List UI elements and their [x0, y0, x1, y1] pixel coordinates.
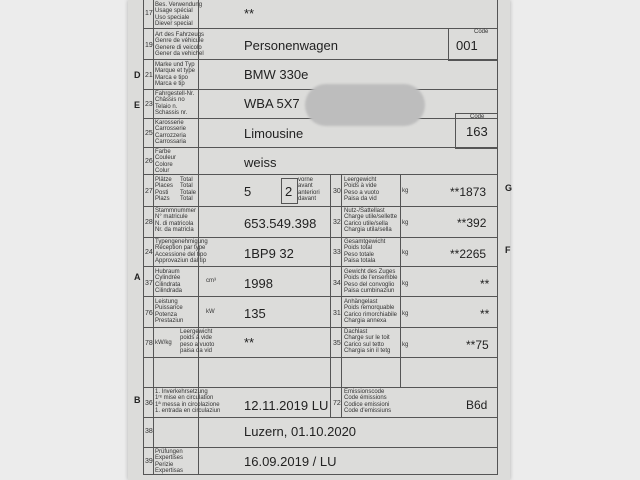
payload-value: **392	[457, 216, 487, 230]
field-number: 38	[145, 428, 153, 435]
field-label: Marke und Typ Marque et type Marca e tipo Marca e tip	[155, 62, 196, 88]
field-number: 21	[145, 72, 153, 79]
registry-number-value: 653.549.398	[244, 216, 317, 231]
empty-weight-value: **1873	[450, 185, 487, 199]
field-number: 78	[145, 340, 153, 347]
field-label: Bes. Verwendung Usage spécial Uso speciale Diever special	[155, 2, 203, 28]
color-value: weiss	[244, 155, 277, 170]
right-border	[497, 0, 498, 475]
row-divider	[143, 174, 497, 175]
label-column-line	[198, 174, 199, 387]
field-number: 26	[145, 158, 153, 165]
field-number: 76	[145, 310, 153, 317]
field-label: Karosserie Carrosserie Carrozzeria Carrossaria	[155, 120, 187, 146]
field-label: Leergewicht Poids à vide Peso a vuoto Paisa da vid	[344, 177, 380, 203]
field-label: Plätze Places Posti Plazs	[155, 177, 174, 203]
power-value: 135	[244, 306, 266, 321]
field-label: Hubraum Cylindrée Cilindrata Cilindrada	[155, 269, 183, 295]
right-number-line	[341, 387, 342, 417]
field-number: 34	[333, 280, 341, 287]
special-usage-value: **	[244, 6, 255, 21]
field-number: 17	[145, 10, 153, 17]
code-label: Code	[470, 114, 485, 120]
inspection-value: 16.09.2019 / LU	[244, 454, 337, 469]
seats-total-value: 5	[244, 184, 252, 199]
unit-label: kg	[402, 220, 409, 226]
front-label: vorne avant anteriori davant	[298, 177, 320, 203]
field-label: Emissionscode Code émissions Codice emissioni Code d'emissiuns	[344, 389, 392, 415]
field-label: Farbe Couleur Colore Colur	[155, 149, 177, 175]
row-divider	[143, 327, 497, 328]
total-label: Total Total Totale Total	[180, 177, 197, 203]
emission-code-value: B6d	[466, 398, 488, 412]
field-number: 28	[145, 219, 153, 226]
make-model-value: BMW 330e	[244, 67, 309, 82]
power-weight-value: **	[244, 335, 255, 350]
field-label: Nutz-/Sattellast Charge utile/sellette Carico utile/sella Chargia utila/sella	[344, 208, 398, 234]
field-label: 1. Inverkehrsetzung 1ʳᵉ mise en circulation 1ª messa in circolazione 1. entrada en circulaziun	[155, 389, 221, 415]
field-number: 72	[333, 400, 341, 407]
code-label: Code	[474, 29, 489, 35]
row-divider	[143, 266, 497, 267]
field-label: Prüfungen Expertises Perizie Expertisas	[155, 449, 184, 475]
total-weight-value: **2265	[450, 247, 487, 261]
field-label: Leistung Puissance Potenza Prestaziun	[155, 299, 184, 325]
unit-label: kg	[402, 342, 409, 348]
field-label: kW/kg	[155, 340, 172, 346]
vehicle-type-code: 001	[456, 38, 478, 53]
field-label: Anhängelast Poids remorquable Carico rimorchiabile Chargia annexa	[344, 299, 398, 325]
row-divider	[143, 474, 497, 475]
field-number: 37	[145, 280, 153, 287]
chassis-number-value: WBA 5X7	[244, 96, 300, 111]
unit-label: kg	[402, 311, 409, 317]
field-number: 25	[145, 130, 153, 137]
field-number: 35	[333, 340, 341, 347]
field-number: 32	[333, 219, 341, 226]
unit-label: kW	[206, 309, 215, 315]
middle-column-line	[330, 387, 331, 417]
field-number: 36	[145, 400, 153, 407]
field-number: 33	[333, 249, 341, 256]
trailer-load-value: **	[480, 307, 490, 321]
place-date-value: Luzern, 01.10.2020	[244, 424, 357, 439]
side-letter-e: E	[134, 100, 141, 110]
field-label: Gesamtgewicht Poids total Peso totale Paisa totala	[344, 239, 386, 265]
field-number: 31	[333, 310, 341, 317]
unit-label: kg	[402, 281, 409, 287]
body-type-code: 163	[466, 124, 488, 139]
redaction-blur	[305, 84, 425, 126]
field-label: Dachlast Charge sur le toit Carico sul tetto Chargia sin il tetg	[344, 329, 391, 355]
label-column-line	[198, 417, 199, 475]
row-divider	[143, 296, 497, 297]
unit-label: kg	[402, 188, 409, 194]
type-approval-value: 1BP9 32	[244, 246, 294, 261]
field-number: 27	[145, 188, 153, 195]
row-divider	[143, 417, 497, 418]
displacement-value: 1998	[244, 276, 273, 291]
background-right	[510, 0, 640, 480]
row-divider	[143, 147, 497, 148]
row-divider	[143, 59, 497, 60]
unit-label: kg	[402, 250, 409, 256]
unit-label: cm³	[206, 278, 216, 284]
side-letter-a: A	[134, 272, 141, 282]
row-divider	[143, 28, 497, 29]
first-registration-value: 12.11.2019 LU	[244, 398, 329, 413]
side-letter-d: D	[134, 70, 141, 80]
row-divider	[143, 387, 497, 388]
field-label: Typengenehmigung Réception par type Accessione del tipo Approvaziun dal tip	[155, 239, 208, 265]
field-number: 39	[145, 458, 153, 465]
train-weight-value: **	[480, 277, 490, 291]
seats-front-value: 2	[285, 184, 293, 199]
field-label: Fahrgestell-Nr. Châssis no Telaio n. Schassis nr.	[155, 91, 195, 117]
side-letter-f: F	[505, 245, 511, 255]
row-divider	[143, 447, 497, 448]
unit-column-line	[400, 174, 401, 387]
roof-load-value: **75	[466, 338, 489, 352]
middle-column-line	[330, 174, 331, 387]
side-letter-b: B	[134, 395, 141, 405]
body-type-value: Limousine	[244, 126, 304, 141]
side-letter-g: G	[505, 183, 513, 193]
field-number: 24	[145, 249, 153, 256]
field-label: Art des Fahrzeugs Genre de véhicule Genere di veicolo Gener da vehichel	[155, 32, 205, 58]
right-number-line	[341, 174, 342, 387]
vehicle-type-value: Personenwagen	[244, 38, 338, 53]
field-number: 23	[145, 101, 153, 108]
field-label: Stammnummer N° matricule N. di matricola Nr. da matricla	[155, 208, 197, 234]
field-number: 19	[145, 42, 153, 49]
field-number: 30	[333, 188, 341, 195]
background-left	[0, 0, 130, 480]
row-divider	[143, 237, 497, 238]
field-label-secondary: Leergewicht poids à vide peso a vuoto paisa da vid	[180, 329, 215, 355]
row-divider	[143, 206, 497, 207]
row-divider	[143, 357, 497, 358]
field-label: Gewicht des Zuges Poids de l'ensemble Peso del convoglio Paisa cumbinaziun	[344, 269, 398, 295]
